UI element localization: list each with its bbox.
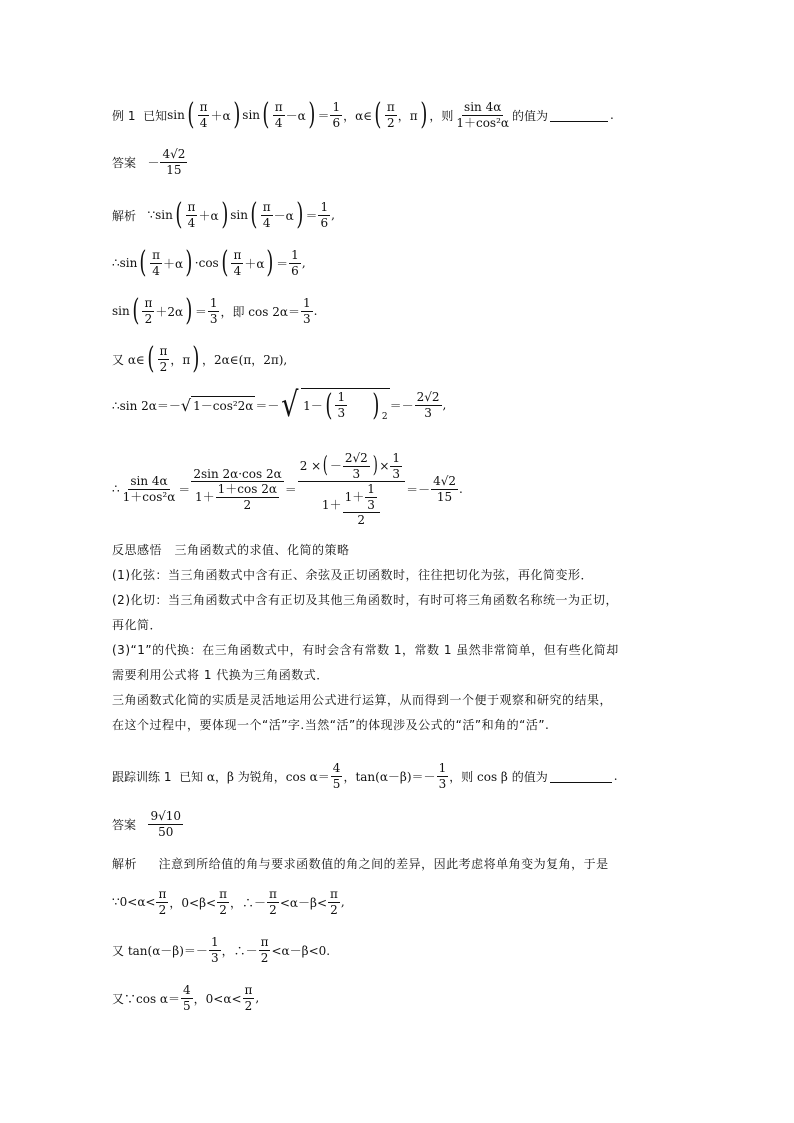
cos-numerator: 4 [332,761,341,775]
example-suffix: 的值为 [512,108,549,123]
reflection-item-3a: (3)“1”的代换：在三角函数式中，有时会含有常数 1，常数 1 虽然非常简单，但有些化简却 [112,643,619,657]
example-prefix: 已知 [143,108,168,123]
example-target-denominator: 1＋cos²α [456,115,509,130]
reflection-item-1: (1)化弦：当三角函数式中含有正、余弦及正切函数时，往往把切化为弦，再化简变形． [112,568,594,582]
answer-1-denominator: 15 [166,162,182,177]
answer-2-label: 答案 [112,817,137,832]
analysis-1-step-1: 解析 ∵sin ( π 4 ＋α ) sin ( π 4 －α ) ＝ 1 6 , [112,197,335,232]
answer-1: 答案 － $\frac{4√2}{15}$ [112,147,186,177]
reflection-summary-a: 三角函数式化简的实质是灵活地运用公式进行运算，从而得到一个便于观察和研究的结果， [112,693,613,707]
exercise-text-a: 已知 α，β 为锐角，cos α＝ [179,769,330,784]
reflection-summary-b: 在这个过程中，要体现一个“活”字.当然“活”的体现涉及公式的“活”和角的“活”. [112,718,550,732]
reflection-item-2b: 再化简． [112,618,163,632]
exercise-label: 跟踪训练 1 [112,769,172,784]
tan-denominator: 3 [438,776,447,791]
answer-2-numerator: 9√10 [150,809,182,823]
reflection-title: 反思感悟 三角函数式的求值、化简的策略 [112,543,350,557]
analysis-2-line-3: 又∵cos α＝ 4 5 ，0<α< π 2 , [112,983,260,1013]
reflection-section [112,538,672,738]
example-1-statement: 例 1 已知 sin ( π 4 ＋α ) sin ( π 4 －α ) ＝ 1 6 ，α∈ ( π 2 ，π ) ，则 $\frac{\sin 4\alpha}{\text{1＋cos²α}}$ 的值为 . [112,97,614,132]
analysis-1-step-6: ∴ sin 4α 1＋cos²α ＝ 2sin 2α·cos 2α 1＋ 1＋cos 2α 2 ＝ 2 × ( － 2√2 3 ) × $\frac{1}{3}$ 1＋ 1＋ 1 3 2 ＝－ 4√2 15 . [112,451,463,528]
analysis-2-line-1: ∵0<α< π 2 ，0<β< π 2 ，∴－ π 2 <α－β< π 2 , [112,887,345,917]
example-then: ，则 [429,108,454,123]
analysis-1-step-3: sin ( π 2 ＋2α ) ＝ 1 3 ，即 cos 2α＝ 1 3 . [112,293,318,328]
analysis-2-intro-text: 注意到所给值的角与要求函数值的角之间的差异，因此考虑将单角变为复角，于是 [158,857,609,871]
analysis-2-intro [112,852,672,877]
analysis-2-label: 解析 [112,857,138,871]
answer-blank[interactable] [550,108,608,122]
answer-2-denominator: 50 [158,824,174,839]
example-label: 例 1 [112,108,136,123]
analysis-2-line-2: 又 tan(α－β)＝－ 1 3 ，∴－ π 2 <α－β<0. [112,935,331,965]
exercise-1: 跟踪训练 1 已知 α，β 为锐角，cos α＝ $\frac{4}{5}$ ，tan(α－β)＝－ $\frac{1}{3}$ ，则 cos β 的值为 . [112,761,618,791]
analysis-1-step-4: 又 α∈ ( π 2 ，π ) ，2α∈(π，2π), [112,341,288,376]
analysis-1-step-5: ∴sin 2α＝－ √ 1－cos²2α ＝－ √ 1－ ( 1 3 ) 2 ＝－ 2√2 3 , [112,385,447,425]
cos-denominator: 5 [332,776,341,791]
analysis-label: 解析 [112,208,137,223]
analysis-1-step-2: ∴sin ( π 4 ＋α ) ·cos ( π 4 ＋α ) ＝ 1 6 , [112,245,306,280]
exercise-text-c: ，则 cos β 的值为 [449,769,548,784]
exercise-text-b: ，tan(α－β)＝－ [343,769,436,784]
exercise-answer-blank[interactable] [550,769,612,783]
example-target-numerator: sin 4α [464,99,502,114]
reflection-item-2a: (2)化切：当三角函数式中含有正切及其他三角函数时，有时可将三角函数名称统一为正切， [112,593,619,607]
reflection-item-3b: 需要利用公式将 1 代换为三角函数式． [112,668,329,682]
answer-2 [112,810,184,838]
answer-label: 答案 [112,155,137,170]
answer-1-numerator: 4√2 [162,147,186,161]
tan-numerator: 1 [438,761,447,775]
